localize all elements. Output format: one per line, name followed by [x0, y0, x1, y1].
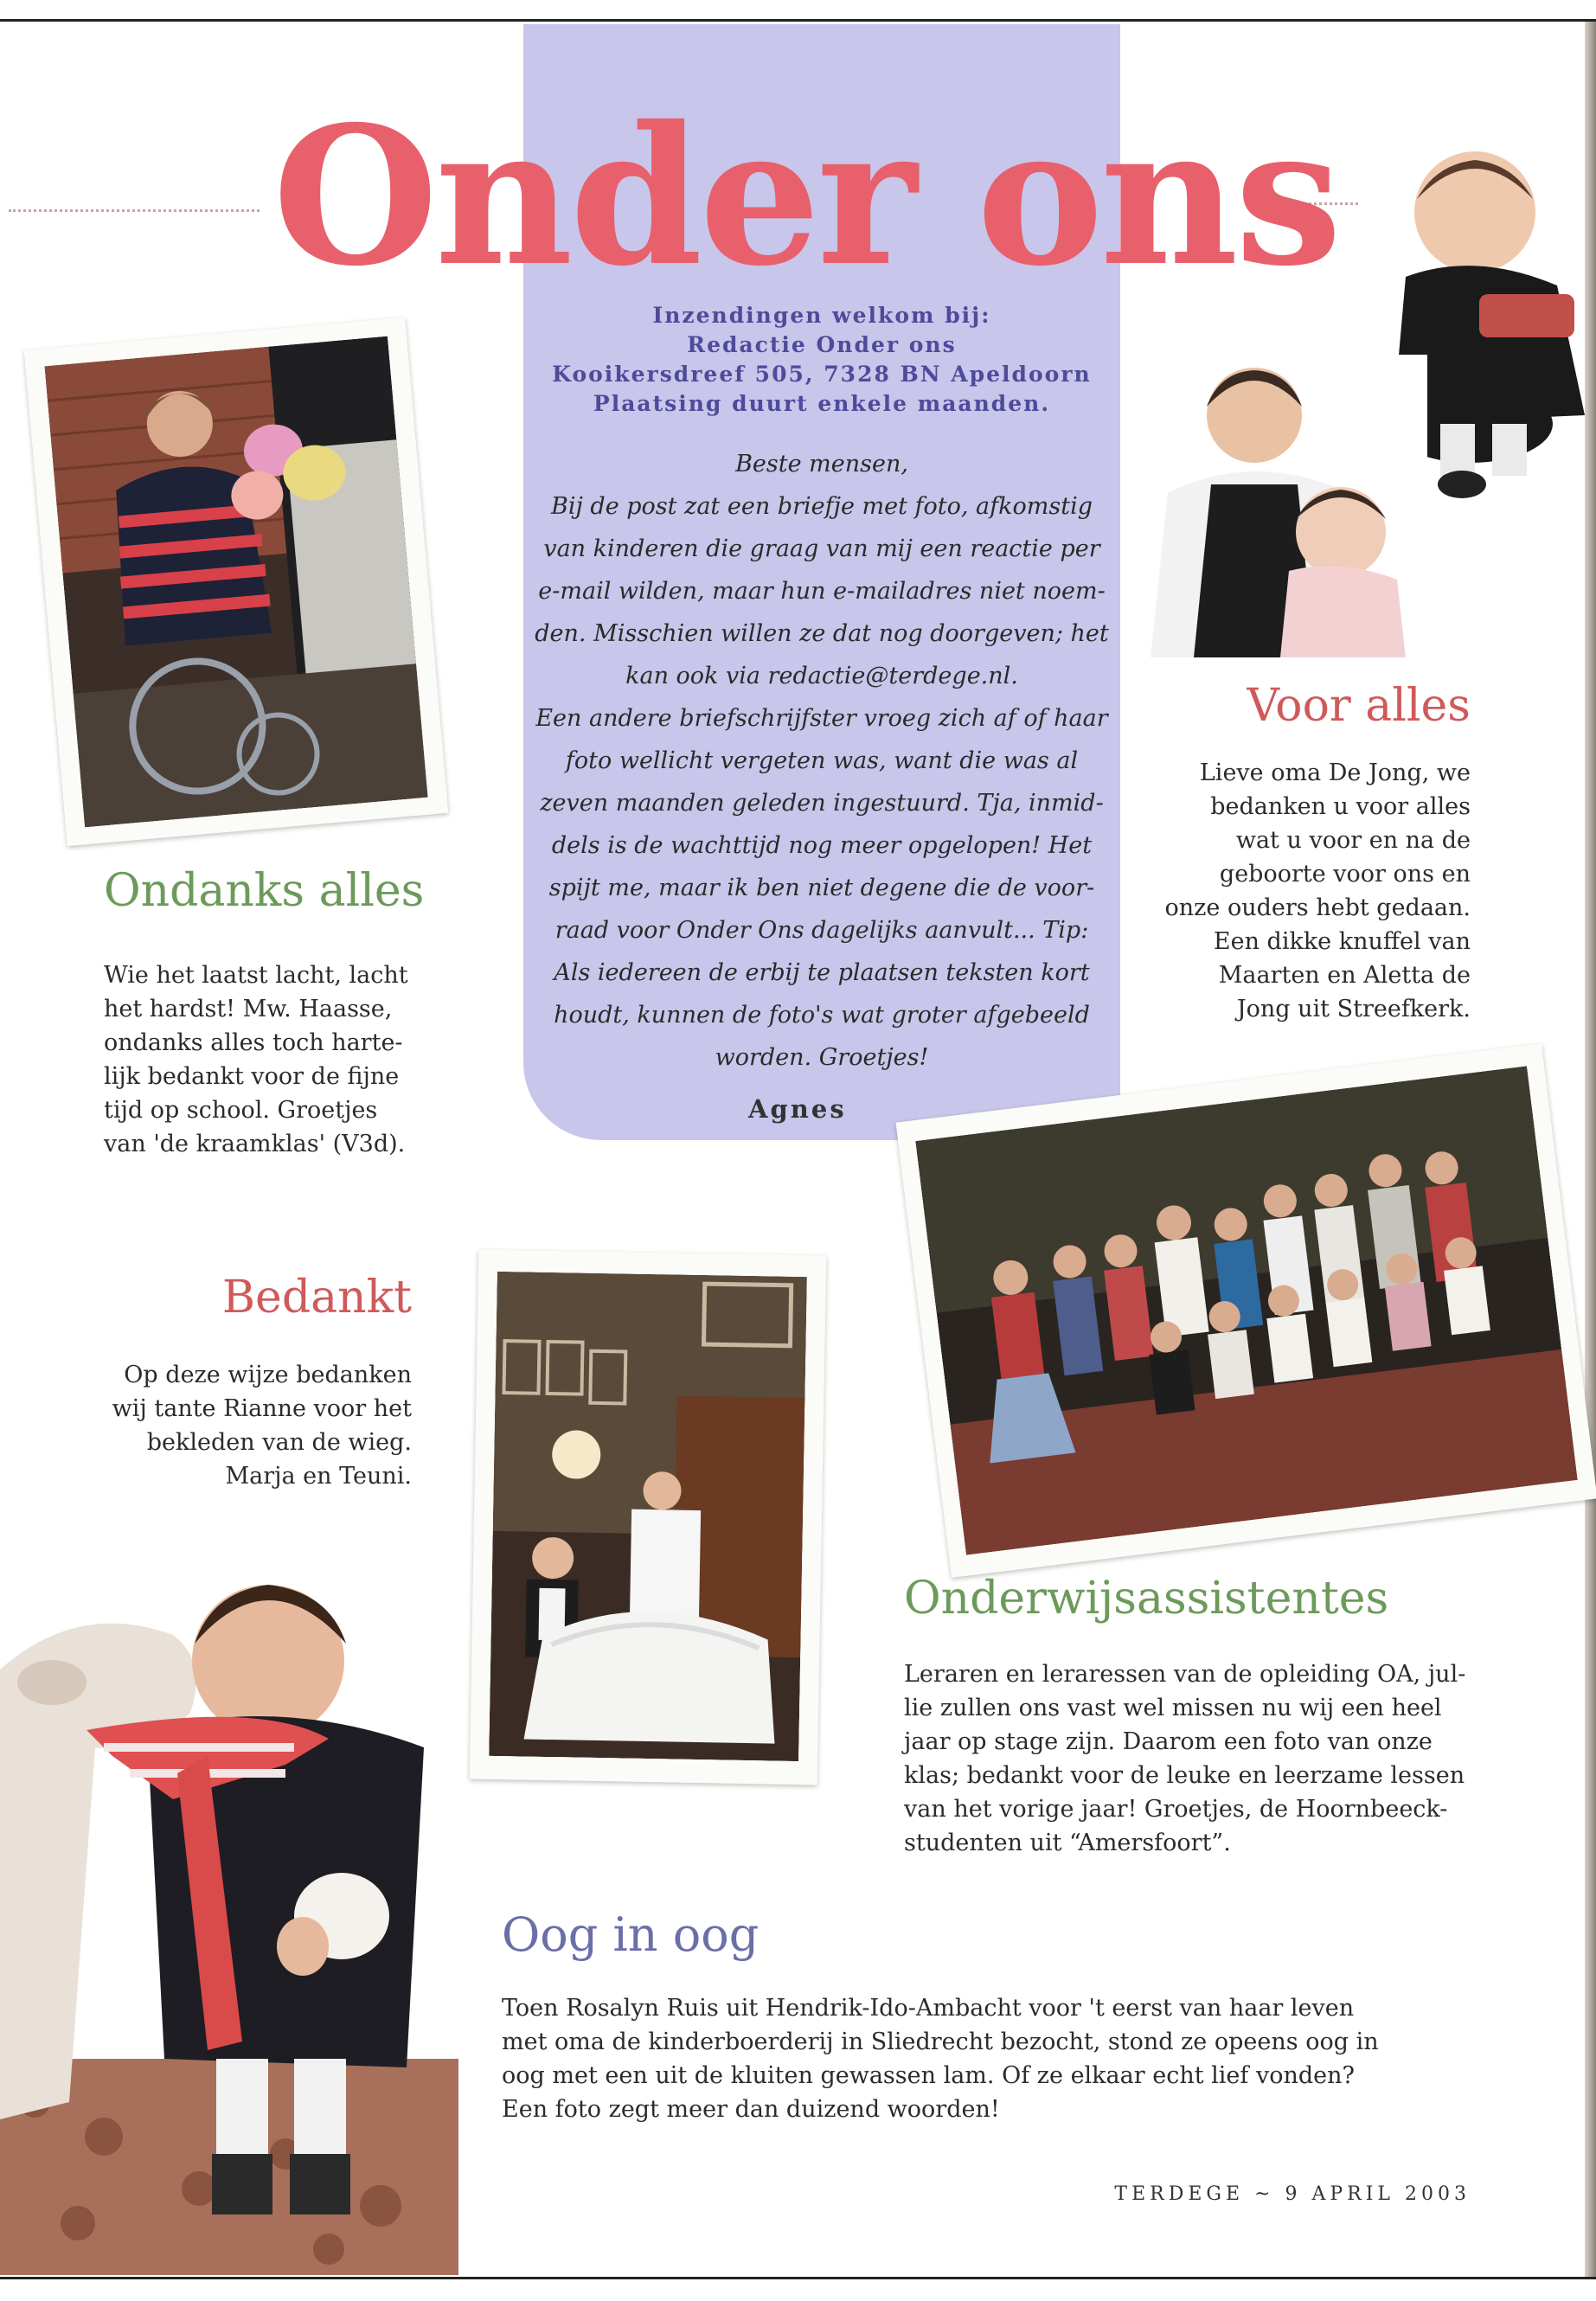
bedankt-text — [78, 1358, 412, 1493]
photo-frame-cradle — [470, 1250, 827, 1785]
text-line: oog met een uit de kluiten gewassen lam. Of ze elkaar echt lief vonden? — [502, 2062, 1356, 2089]
text-line: jaar op stage zijn. Daarom een foto van onze — [904, 1728, 1433, 1755]
text-line: met oma de kinderboerderij in Sliedrecht bezocht, stond ze opeens oog in — [502, 2029, 1379, 2055]
letter-line: worden. Groetjes! — [715, 1044, 929, 1071]
letter-line: spijt me, maar ik ben niet degene die de voor- — [548, 875, 1095, 901]
text-line: Maarten en Aletta de — [1218, 962, 1471, 989]
text-line: wij tante Rianne voor het — [112, 1395, 412, 1422]
onderwijsassistentes-text — [904, 1657, 1527, 1860]
text-line: klas; bedankt voor de leuke en leerzame lessen — [904, 1762, 1465, 1789]
text-line: Toen Rosalyn Ruis uit Hendrik-Ido-Ambacht voor 't eerst van haar leven — [502, 1995, 1355, 2022]
page-footer: TERDEGE ~ 9 APRIL 2003 — [1114, 2183, 1471, 2205]
photo-frame-class — [896, 1043, 1596, 1578]
bedankt-heading: Bedankt — [221, 1272, 412, 1324]
text-line: lie zullen ons vast wel missen nu wij een heel — [904, 1695, 1442, 1721]
text-line: geboorte voor ons en — [1219, 861, 1471, 888]
bottom-border — [0, 2277, 1596, 2279]
submission-line-4: Plaatsing duurt enkele maanden. — [593, 391, 1051, 416]
class-group-photo — [915, 1066, 1577, 1554]
letter-line: van kinderen die graag van mij een reactie per — [543, 535, 1100, 562]
title-rule-left — [9, 209, 260, 212]
text-line: wat u voor en na de — [1235, 827, 1471, 854]
text-line: studenten uit “Amersfoort”. — [904, 1830, 1231, 1856]
text-line: ondanks alles toch harte- — [104, 1029, 403, 1056]
text-line: onze ouders hebt gedaan. — [1164, 894, 1471, 921]
text-line: Lieve oma De Jong, we — [1199, 760, 1471, 786]
letter-line: kan ook via redactie@terdege.nl. — [625, 663, 1018, 689]
teacher-wheelchair-photo — [44, 336, 427, 828]
text-line: het hardst! Mw. Haasse, — [104, 996, 393, 1022]
ondanks-alles-text — [104, 958, 450, 1161]
text-line: bekleden van de wieg. — [146, 1429, 412, 1456]
text-line: Wie het laatst lacht, lacht — [104, 962, 408, 989]
text-line: Een dikke knuffel van — [1213, 928, 1471, 955]
onderwijsassistentes-heading: Onderwijsassistentes — [904, 1573, 1389, 1625]
submission-line-2: Redactie Onder ons — [687, 332, 957, 357]
letter-line: Als iedereen de erbij te plaatsen teksten kort — [554, 959, 1090, 986]
page-title: Onder ons — [272, 84, 1339, 308]
letter-line: Bij de post zat een briefje met foto, afkomstig — [551, 493, 1093, 520]
text-line: Jong uit Streefkerk. — [1236, 996, 1471, 1022]
text-line: van het vorige jaar! Groetjes, de Hoornbeeck- — [904, 1796, 1448, 1823]
letter-line: foto wellicht vergeten was, want die was al — [565, 747, 1079, 774]
text-line: lijk bedankt voor de fijne — [104, 1063, 400, 1090]
photo-frame-teacher — [24, 317, 448, 846]
toddler-lamb-photo — [0, 1531, 458, 2275]
letter-signature: Agnes — [748, 1094, 847, 1124]
submission-info — [523, 301, 1120, 419]
text-line: bedanken u voor alles — [1210, 793, 1471, 820]
letter-line: Een andere briefschrijfster vroeg zich af of haar — [535, 705, 1108, 732]
girl-holding-baby-photo — [1151, 355, 1427, 657]
right-edge-strip — [1585, 22, 1596, 2277]
editor-letter — [510, 443, 1133, 1079]
letter-line: den. Misschien willen ze dat nog doorgeven; het — [535, 620, 1109, 647]
oog-in-oog-text — [502, 1991, 1505, 2126]
voor-alles-text — [1081, 756, 1471, 1026]
text-line: Op deze wijze bedanken — [124, 1362, 412, 1388]
letter-line: dels is de wachttijd nog meer opgelopen! Het — [551, 832, 1093, 859]
text-line: Een foto zegt meer dan duizend woorden! — [502, 2096, 1000, 2123]
letter-line: zeven maanden geleden ingestuurd. Tja, inmid- — [540, 790, 1104, 817]
text-line: tijd op school. Groetjes — [104, 1097, 378, 1124]
submission-line-3: Kooikersdreef 505, 7328 BN Apeldoorn — [552, 362, 1092, 387]
letter-line: raad voor Onder Ons dagelijks aanvult... Tip: — [554, 917, 1089, 944]
top-border — [0, 19, 1596, 22]
voor-alles-heading: Voor alles — [1247, 680, 1471, 732]
text-line: Marja en Teuni. — [225, 1463, 412, 1490]
submission-line-1: Inzendingen welkom bij: — [652, 303, 991, 328]
cradle-photo — [489, 1272, 807, 1761]
text-line: van 'de kraamklas' (V3d). — [104, 1131, 406, 1157]
text-line: Leraren en leraressen van de opleiding OA, jul- — [904, 1661, 1466, 1688]
letter-line: e-mail wilden, maar hun e-mailadres niet noem- — [538, 578, 1106, 605]
letter-line: houdt, kunnen de foto's wat groter afgebeeld — [554, 1002, 1090, 1029]
ondanks-alles-heading: Ondanks alles — [104, 865, 425, 917]
letter-greeting: Beste mensen, — [735, 451, 908, 478]
oog-in-oog-heading: Oog in oog — [502, 1907, 760, 1962]
